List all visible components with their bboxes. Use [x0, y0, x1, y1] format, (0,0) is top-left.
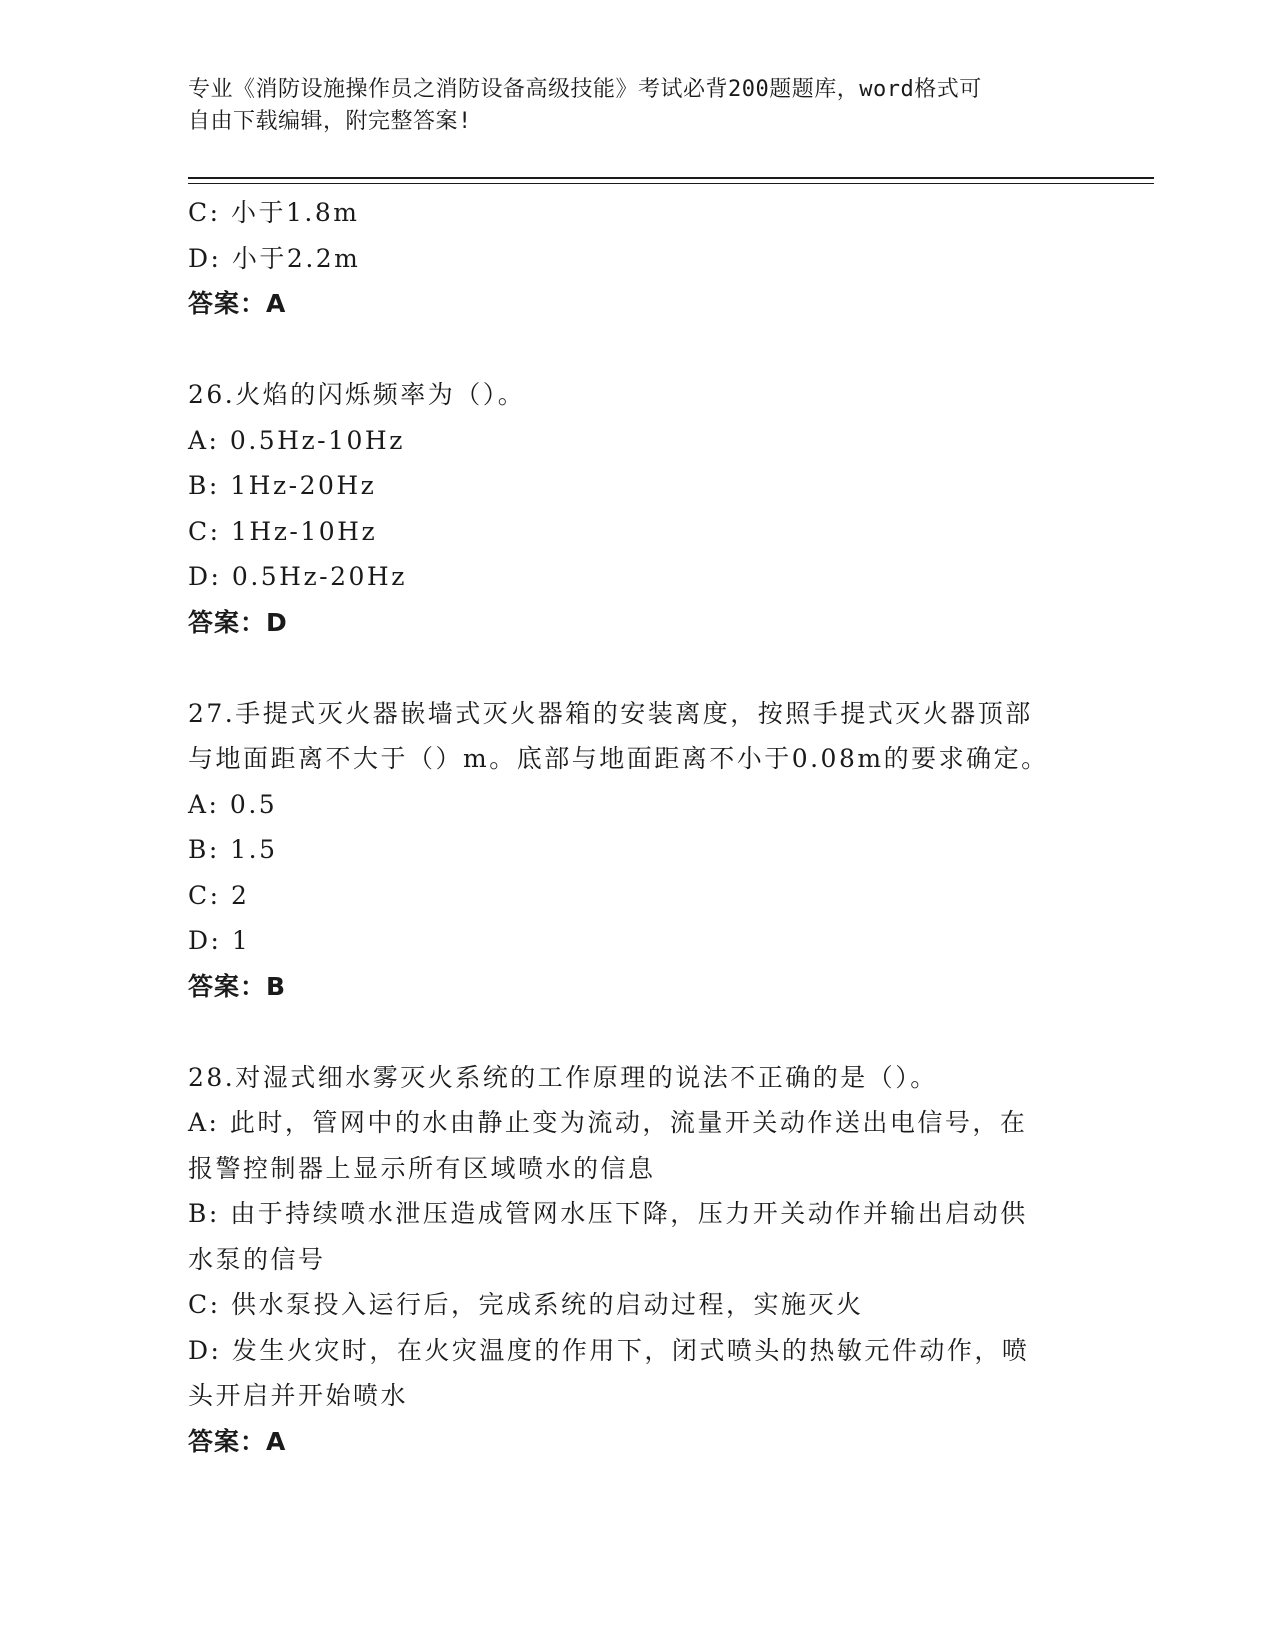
header-divider-thick	[188, 177, 1154, 179]
question-text-line-2: 与地面距离不大于（）m。底部与地面距离不小于0.08m的要求确定。	[188, 744, 1049, 773]
option-a-line-1: A: 此时，管网中的水由静止变为流动，流量开关动作送出电信号，在	[188, 1108, 1028, 1137]
spacer	[188, 645, 1088, 691]
option-d: D: 0.5Hz-20Hz	[188, 562, 407, 591]
question-27	[188, 691, 1088, 1010]
answer: 答案：D	[188, 607, 288, 637]
option-a: A: 0.5	[188, 789, 278, 819]
option-b-line-1: B: 由于持续喷水泄压造成管网水压下降，压力开关动作并输出启动供	[188, 1199, 1028, 1228]
question-28	[188, 1055, 1088, 1465]
option-d-line-2: 头开启并开始喷水	[188, 1381, 409, 1410]
header-title-line-2: 自由下载编辑，附完整答案!	[188, 109, 472, 134]
option-b-line-2: 水泵的信号	[188, 1244, 326, 1274]
spacer	[188, 327, 1088, 373]
option-c: C: 供水泵投入运行后，完成系统的启动过程，实施灭火	[188, 1290, 864, 1319]
header-title-line-1: 专业《消防设施操作员之消防设备高级技能》考试必背200题题库，word格式可	[188, 77, 982, 102]
option-a-line-2: 报警控制器上显示所有区域喷水的信息	[188, 1153, 656, 1183]
question-list	[188, 190, 1088, 1464]
option-c: C: 小于1.8m	[188, 198, 360, 227]
option-c: C: 1Hz-10Hz	[188, 516, 378, 546]
answer: 答案：B	[188, 971, 287, 1001]
question-text-line-1: 27.手提式灭火器嵌墙式灭火器箱的安装离度，按照手提式灭火器顶部	[188, 698, 1033, 728]
option-c: C: 2	[188, 880, 250, 910]
header-divider-thin	[188, 183, 1154, 184]
option-b: B: 1.5	[188, 835, 278, 864]
question-26	[188, 372, 1088, 645]
question-fragment	[188, 190, 1088, 327]
answer: 答案：A	[188, 1426, 287, 1456]
option-d-line-1: D: 发生火灾时，在火灾温度的作用下，闭式喷头的热敏元件动作，喷	[188, 1335, 1030, 1365]
option-b: B: 1Hz-20Hz	[188, 471, 377, 500]
question-text: 28.对湿式细水雾灭火系统的工作原理的说法不正确的是（）。	[188, 1062, 938, 1092]
page-header	[188, 74, 1068, 138]
answer: 答案：A	[188, 289, 287, 318]
question-text: 26.火焰的闪烁频率为（）。	[188, 380, 526, 409]
spacer	[188, 1009, 1088, 1055]
option-a: A: 0.5Hz-10Hz	[188, 425, 405, 455]
option-d: D: 1	[188, 926, 251, 955]
option-d: D: 小于2.2m	[188, 243, 361, 273]
